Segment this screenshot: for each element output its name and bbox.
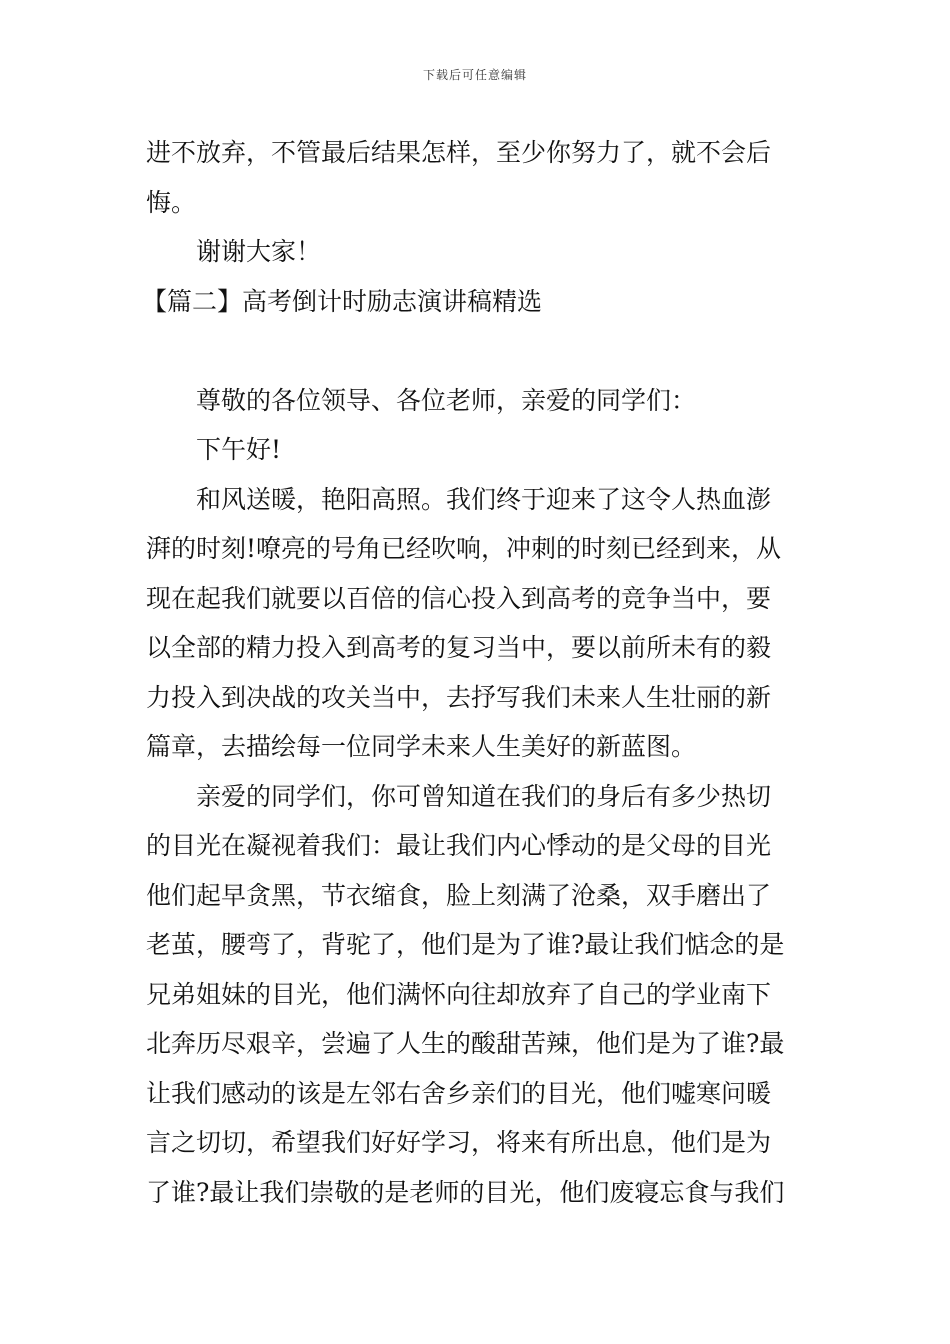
- paragraph-line: 他们起早贪黑，节衣缩食，脸上刻满了沧桑，双手磨出了: [146, 880, 772, 910]
- page-header: 下载后可任意编辑: [422, 68, 527, 82]
- greeting-line: 下午好!: [196, 435, 282, 464]
- paragraph-line: 进不放弃，不管最后结果怎样，至少你努力了，就不会后: [146, 138, 772, 167]
- paragraph-line: 谢谢大家！: [196, 237, 322, 266]
- paragraph-line: 言之切切，希望我们好好学习，将来有所出息，他们是为: [146, 1128, 772, 1157]
- paragraph-line: 了谁?最让我们崇敬的是老师的目光，他们废寝忘食与我们: [146, 1177, 785, 1207]
- paragraph-line: 以全部的精力投入到高考的复习当中，要以前所未有的毅: [146, 633, 772, 662]
- paragraph-line: 让我们感动的该是左邻右舍乡亲们的目光，他们嘘寒问暖: [146, 1078, 772, 1108]
- paragraph-line: 亲爱的同学们，你可曾知道在我们的身后有多少热切: [196, 781, 772, 811]
- paragraph-line: 的目光在凝视着我们：最让我们内心悸动的是父母的目光: [146, 831, 772, 860]
- paragraph-line: 篇章，去描绘每一位同学未来人生美好的新蓝图。: [146, 732, 697, 761]
- paragraph-line: 力投入到决战的攻关当中，去抒写我们未来人生壮丽的新: [146, 682, 772, 712]
- paragraph-line: 悔。: [146, 187, 197, 217]
- paragraph-line: 老茧，腰弯了，背驼了，他们是为了谁?最让我们惦念的是: [146, 930, 785, 959]
- paragraph-line: 湃的时刻!嘹亮的号角已经吹响，冲刺的时刻已经到来，从: [146, 534, 782, 563]
- section-heading: 【篇二】高考倒计时励志演讲稿精选: [142, 286, 543, 316]
- salutation-line: 尊敬的各位领导、各位老师，亲爱的同学们：: [196, 385, 697, 415]
- blank-line: [146, 326, 806, 376]
- paragraph-line: 兄弟姐妹的目光，他们满怀向往却放弃了自己的学业南下: [146, 979, 772, 1009]
- paragraph-line: 现在起我们就要以百倍的信心投入到高考的竞争当中，要: [146, 583, 772, 613]
- paragraph-line: 北奔历尽艰辛，尝遍了人生的酸甜苦辣，他们是为了谁?最: [146, 1029, 785, 1058]
- document-body: [142, 128, 806, 1217]
- paragraph-line: 和风送暖，艳阳高照。我们终于迎来了这令人热血澎: [196, 484, 772, 514]
